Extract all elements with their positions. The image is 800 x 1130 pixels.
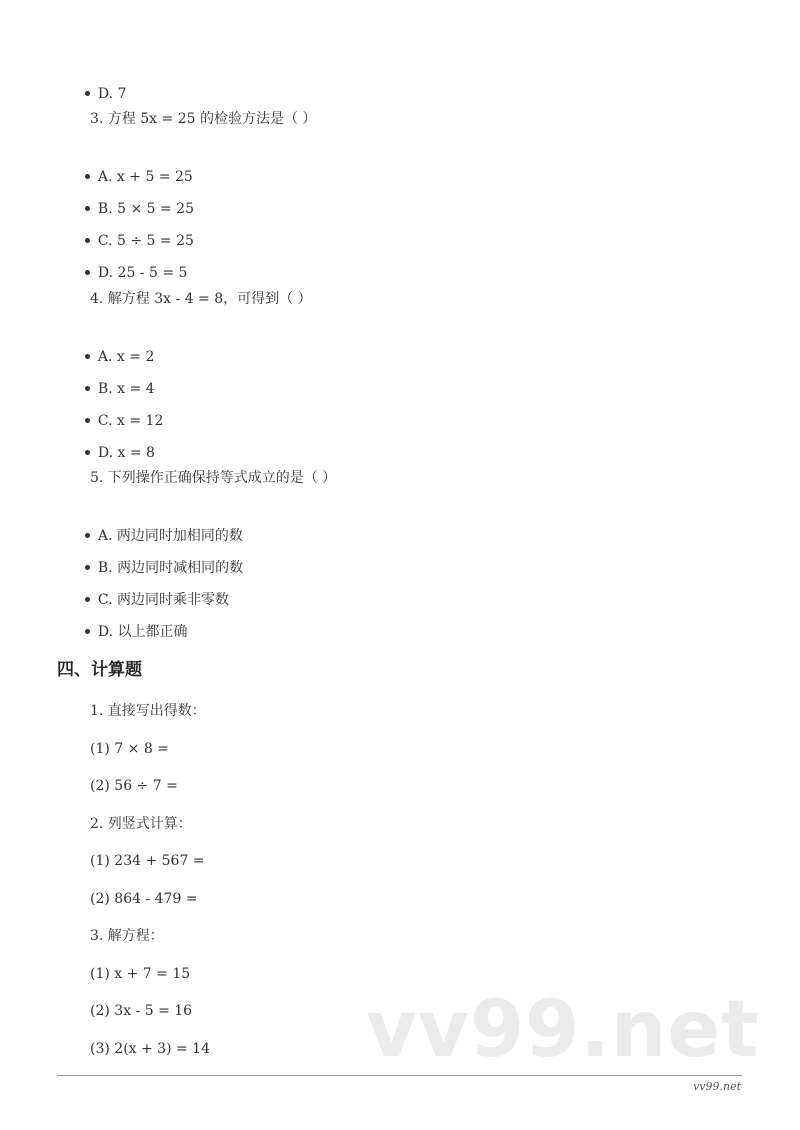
question-3-option-d: D. 25 - 5 = 5: [76, 243, 187, 283]
calc-item-3-1: (1) x + 7 = 15: [90, 966, 191, 982]
bullet-dot: [85, 206, 90, 211]
bullet-dot: [85, 533, 90, 538]
question-5-option-b: B. 两边同时减相同的数: [76, 538, 243, 578]
footer-site-label: vv99.net: [693, 1080, 741, 1093]
question-3-title: 3. 方程 5x = 25 的检验方法是（ ）: [90, 111, 317, 127]
bullet-dot: [85, 450, 90, 455]
calc-item-1-heading: 1. 直接写出得数：: [90, 703, 206, 719]
question-4-title: 4. 解方程 3x - 4 = 8，可得到（ ）: [90, 291, 312, 307]
calc-item-3-2: (2) 3x - 5 = 16: [90, 1003, 193, 1019]
question-4-option-c: C. x = 12: [76, 391, 163, 431]
footer-divider: [57, 1075, 742, 1076]
question-3-option-b: B. 5 × 5 = 25: [76, 179, 194, 219]
question-5-option-a: A. 两边同时加相同的数: [76, 506, 243, 546]
question-4-option-a: A. x = 2: [76, 327, 154, 367]
question-4-option-d: D. x = 8: [76, 423, 155, 463]
question-4-option-b: B. x = 4: [76, 359, 155, 399]
question-5-option-d: D. 以上都正确: [76, 602, 188, 642]
bullet-dot: [85, 238, 90, 243]
calc-item-3-3: (3) 2(x + 3) = 14: [90, 1041, 210, 1057]
watermark: vv99.net: [366, 985, 760, 1075]
bullet-dot: [85, 270, 90, 275]
calc-item-2-1: (1) 234 + 567 =: [90, 853, 205, 869]
calc-item-2-2: (2) 864 - 479 =: [90, 891, 198, 907]
bullet-dot: [85, 174, 90, 179]
bullet-dot: [85, 629, 90, 634]
calc-item-2-heading: 2. 列竖式计算：: [90, 816, 192, 832]
question-5-title: 5. 下列操作正确保持等式成立的是（ ）: [90, 470, 337, 486]
question-3-option-c: C. 5 ÷ 5 = 25: [76, 211, 194, 251]
calc-item-1-1: (1) 7 × 8 =: [90, 741, 169, 757]
bullet-dot: [85, 91, 90, 96]
bullet-dot: [85, 354, 90, 359]
bullet-dot: [85, 418, 90, 423]
option-d-prev: D. 7: [76, 64, 126, 104]
bullet-dot: [85, 386, 90, 391]
question-5-option-c: C. 两边同时乘非零数: [76, 570, 229, 610]
question-3-option-a: A. x + 5 = 25: [76, 147, 193, 187]
bullet-dot: [85, 565, 90, 570]
calc-item-3-heading: 3. 解方程：: [90, 928, 164, 944]
bullet-dot: [85, 597, 90, 602]
calc-item-1-2: (2) 56 ÷ 7 =: [90, 778, 178, 794]
section-4-title: 四、计算题: [57, 660, 142, 680]
